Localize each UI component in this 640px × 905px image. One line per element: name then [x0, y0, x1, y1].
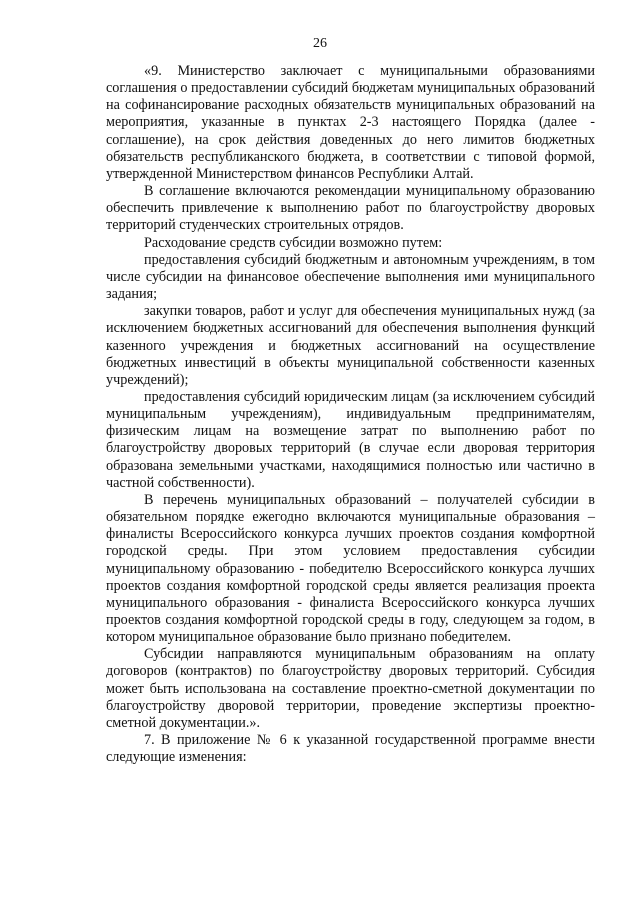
paragraph-spending-procurement: закупки товаров, работ и услуг для обеспечения муниципальных нужд (за исключением бюджетных ассигнований для обеспечения выполнения функций казенного учреждения и бюджетных ассигнований на осуществление бюджетных инвестиций в объекты муниципальной собственности казенных учреждений); [106, 303, 595, 388]
paragraph-spending-subsidies: предоставления субсидий бюджетным и автономным учреждениям, в том числе субсидии на финансовое обеспечение выполнения ими муниципального задания; [106, 251, 595, 303]
paragraph-subsidy-purpose: Субсидии направляются муниципальным образованиям на оплату договоров (контрактов) по благоустройству дворовых территорий. Субсидия может быть использована на составление проектно-сметной документации по благоустройству дворовой территории, проведение экспертизы проектно-сметной документации.». [106, 646, 595, 731]
paragraph-spending-legal-entities: предоставления субсидий юридическим лицам (за исключением субсидий муниципальным учреждениям), индивидуальным предпринимателям, физическим лицам на возмещение затрат по выполнению работ по благоустройству дворовых территорий (в случае если дворовая территория образована земельными участками, находящимися полностью или частично в частной собственности). [106, 388, 595, 491]
paragraph-item-7-appendix: 7. В приложение № 6 к указанной государственной программе внести следующие изменения: [106, 732, 595, 766]
page-number: 26 [313, 36, 327, 51]
paragraph-recipients-list: В перечень муниципальных образований – получателей субсидии в обязательном порядке ежегодно включаются муниципальные образования – финалисты Всероссийского конкурса лучших проектов создания комфортной городской среды. При этом условием предоставления субсидии муниципальному образованию - победителю Всероссийского конкурса лучших проектов создания комфортной городской среды является реализация проекта муниципального образования - финалиста Всероссийского конкурса лучших проектов создания комфортной городской среды в году, следующем за годом, в котором муниципальное образование было признано победителем. [106, 491, 595, 646]
document-body [106, 63, 595, 766]
paragraph-agreement-recommendations: В соглашение включаются рекомендации муниципальному образованию обеспечить привлечение к выполнению работ по благоустройству дворовых территорий студенческих строительных отрядов. [106, 183, 595, 234]
paragraph-spending-intro: Расходование средств субсидии возможно путем: [144, 234, 443, 251]
paragraph-item-9: «9. Министерство заключает с муниципальными образованиями соглашения о предоставлении субсидий бюджетам муниципальных образований на софинансирование расходных обязательств муниципальных образований на мероприятия, указанные в пунктах 2-3 настоящего Порядка (далее - соглашение), на срок действия доведенных до него лимитов бюджетных обязательств республиканского бюджета, в соответствии с типовой формой, утвержденной Министерством финансов Республики Алтай. [106, 63, 595, 182]
